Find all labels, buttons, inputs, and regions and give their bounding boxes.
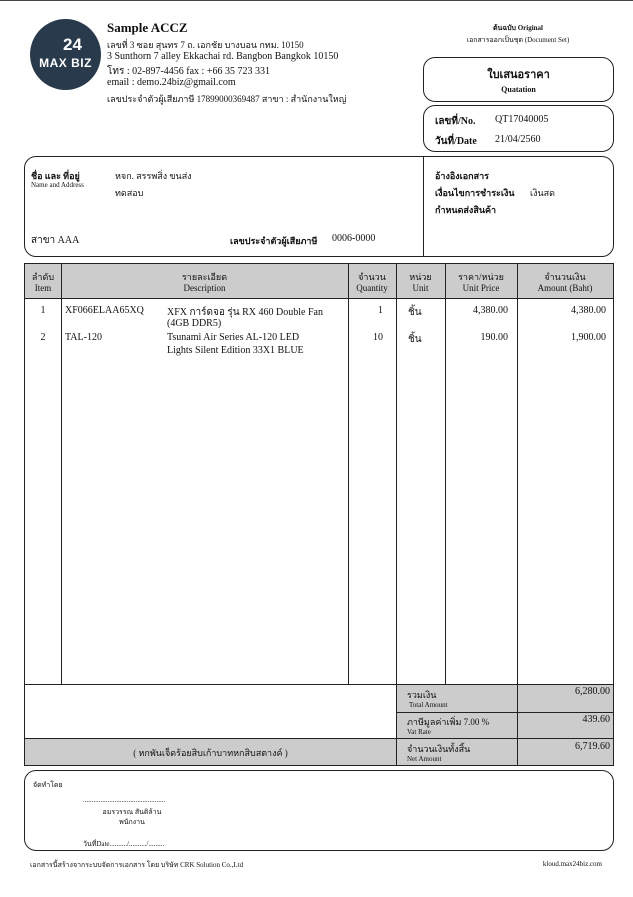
vat-label-en: Vat Rate xyxy=(407,728,431,736)
net-label-en: Net Amount xyxy=(407,755,442,763)
col-qty-th: จำนวน xyxy=(358,272,386,282)
signature-dots: ............................................... xyxy=(83,796,166,804)
col-desc-th: รายละเอียด xyxy=(181,272,228,282)
logo-number: 24 xyxy=(63,35,82,54)
header-rule xyxy=(25,298,613,299)
col-item-en: Item xyxy=(34,283,52,293)
company-address-en: 3 Sunthorn 7 alley Ekkachai rd. Bangbon Bangkok 10150 xyxy=(107,51,339,62)
doc-title-th: ใบเสนอราคา xyxy=(487,69,550,81)
net-label-th: จำนวนเงินทั้งสิ้น xyxy=(407,744,471,754)
customer-name-label-th: ชื่อ และ ที่อยู่ xyxy=(31,171,80,181)
company-logo xyxy=(30,19,101,90)
row-desc-line2: Lights Silent Edition 33X1 BLUE xyxy=(167,345,304,356)
company-name: Sample ACCZ xyxy=(107,20,188,35)
customer-divider xyxy=(423,157,424,256)
company-email: email : demo.24biz@gmail.com xyxy=(107,77,236,88)
col-qty-en: Quantity xyxy=(356,283,388,293)
row-qty: 10 xyxy=(373,332,383,343)
original-label: ต้นฉบับ Original xyxy=(492,24,543,32)
signature-box xyxy=(24,770,614,851)
doc-title-en: Quatation xyxy=(501,85,536,94)
customer-address-value: ทดสอบ xyxy=(115,188,144,198)
vat-label-th: ภาษีมูลค่าเพิ่ม 7.00 % xyxy=(407,717,490,727)
col-price-en: Unit Price xyxy=(462,283,500,293)
col-unit-th: หน่วย xyxy=(409,272,432,282)
total-label-th: รวมเงิน xyxy=(407,690,437,700)
row-amount: 1,900.00 xyxy=(571,332,606,343)
col-line-1 xyxy=(61,264,62,684)
row-price: 4,380.00 xyxy=(473,305,508,316)
doc-date-value: 21/04/2560 xyxy=(495,134,541,145)
col-item-th: ลำดับ xyxy=(31,272,55,282)
amount-in-words: ( หกพันเจ็ดร้อยสิบเก้าบาทหกสิบสตางค์ ) xyxy=(133,748,288,758)
doc-number-label: เลขที่/No. xyxy=(435,116,476,127)
top-rule xyxy=(0,0,633,1)
total-rule xyxy=(396,712,613,713)
document-set-label: เอกสารออกเป็นชุด (Document Set) xyxy=(466,36,570,44)
customer-taxid-label: เลขประจำตัวผู้เสียภาษี xyxy=(230,236,318,246)
footer-right: kloud.max24biz.com xyxy=(542,860,602,868)
row-code: TAL-120 xyxy=(65,332,102,343)
col-unit-en: Unit xyxy=(412,283,429,293)
total-value: 6,280.00 xyxy=(575,686,610,697)
company-taxid: เลขประจำตัวผู้เสียภาษี 17899000369487 สาขา : สำนักงานใหญ่ xyxy=(107,94,347,104)
company-address-th: เลขที่ 3 ซอย สุนทร 7 ถ. เอกชัย บางบอน กทม. 10150 xyxy=(107,40,304,50)
signer-role: พนักงาน xyxy=(119,818,145,826)
customer-name-value: หจก. สรรพสิ่ง ขนส่ง xyxy=(115,171,192,181)
payment-terms-label: เงื่อนไขการชำระเงิน xyxy=(435,188,515,198)
vat-value: 439.60 xyxy=(582,714,610,725)
logo-text: MAX BIZ xyxy=(39,56,92,70)
footer-left: เอกสารนี้สร้างจากระบบจัดการเอกสาร โดย บริษัท CRK Solution Co.,Ltd xyxy=(30,861,244,869)
col-amount-en: Amount (Baht) xyxy=(537,283,593,293)
prepared-by-label: จัดทำโดย xyxy=(33,781,63,789)
customer-taxid-value: 0006-0000 xyxy=(332,233,376,244)
row-desc-line1: XFX การ์ดจอ รุ่น RX 460 Double Fan xyxy=(167,307,323,318)
title-box xyxy=(423,57,614,102)
row-unit: ชิ้น xyxy=(408,307,422,318)
col-desc-en: Description xyxy=(183,283,226,293)
doc-date-label: วันที่/Date xyxy=(435,136,477,147)
net-value: 6,719.60 xyxy=(575,741,610,752)
company-phone: โทร : 02-897-4456 fax : +66 35 723 331 xyxy=(107,66,270,77)
doc-info-box xyxy=(423,105,614,152)
col-amount-th: จำนวนเงิน xyxy=(544,272,586,282)
items-table xyxy=(24,263,614,766)
total-label-en: Total Amount xyxy=(409,701,448,709)
row-desc-line2: (4GB DDR5) xyxy=(167,318,222,329)
row-qty: 1 xyxy=(378,305,383,316)
customer-branch: สาขา AAA xyxy=(31,235,80,246)
signer-name: อมรวรรณ สันติล้าน xyxy=(102,808,162,816)
row-code: XF066ELAA65XQ xyxy=(65,305,144,316)
doc-number-value: QT17040005 xyxy=(495,114,549,125)
row-item: 2 xyxy=(40,332,46,343)
net-col-line-3 xyxy=(396,738,397,765)
row-unit: ชิ้น xyxy=(408,334,422,345)
delivery-date-label: กำหนดส่งสินค้า xyxy=(435,205,497,215)
signature-date: วันที่Date........../........../......... xyxy=(83,840,165,848)
reference-label: อ้างอิงเอกสาร xyxy=(435,171,489,181)
col-line-4 xyxy=(445,264,446,684)
row-price: 190.00 xyxy=(480,332,508,343)
row-desc-line1: Tsunami Air Series AL-120 LED xyxy=(167,332,300,343)
row-amount: 4,380.00 xyxy=(571,305,606,316)
col-price-th: ราคา/หน่วย xyxy=(458,272,504,282)
col-line-2 xyxy=(348,264,349,684)
customer-box xyxy=(24,156,614,257)
payment-terms-value: เงินสด xyxy=(530,188,555,198)
customer-name-label-en: Name and Address xyxy=(31,181,84,189)
row-item: 1 xyxy=(40,305,46,316)
